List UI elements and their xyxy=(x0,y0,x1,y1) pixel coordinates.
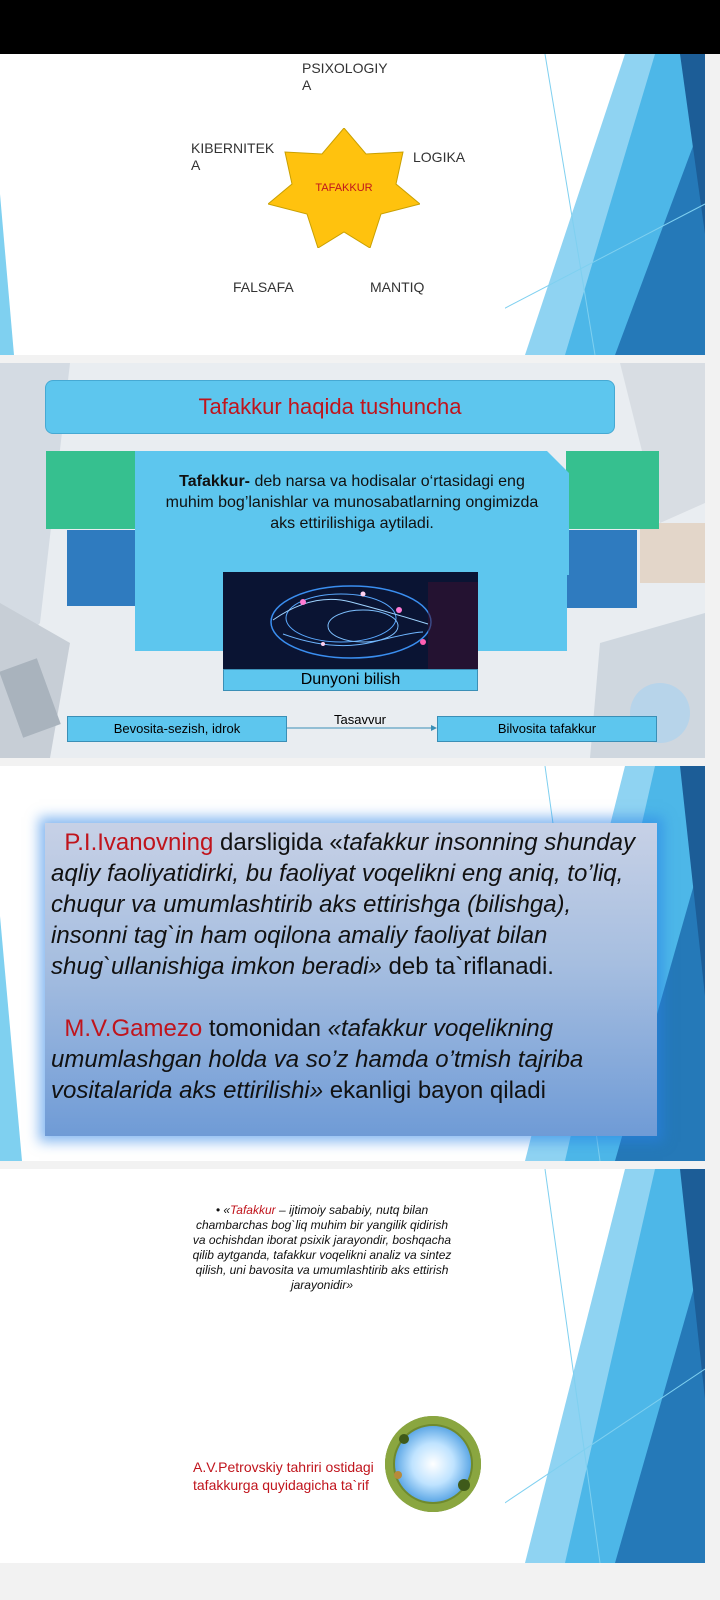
slide-1[interactable] xyxy=(0,54,705,355)
light-block-right xyxy=(477,573,567,651)
quote-ivanov-text: tafakkur insonning shunday aqliy faoliyatidirki, bu faoliyat voqelikni eng aniq, to’liq, chuqur va umumlashtirib aks ettirishga (bilishga), insonni tag`in ham oqilona amaliy faoliyat bilan shug`ullanishiga imkon beradi» xyxy=(51,829,635,980)
quote-gamezo-intro: tomonidan xyxy=(202,1015,328,1042)
quote-ivanov xyxy=(51,827,651,982)
slide-4[interactable] xyxy=(0,1169,705,1563)
label-psixologiya: PSIXOLOGIY A xyxy=(302,60,388,93)
author-petrovskiy: A.V.Petrovskiy tahriri ostidagi tafakkurga quyidagicha ta`rif xyxy=(193,1459,374,1493)
star-center-label: TAFAKKUR xyxy=(315,182,373,194)
top-black-bar xyxy=(0,0,720,54)
right-triangle-decoration xyxy=(505,54,705,355)
definition-text xyxy=(156,471,548,534)
left-decoration xyxy=(0,766,30,1161)
box-bevosita: Bevosita-sezish, idrok xyxy=(67,716,287,742)
definition-term: Tafakkur- xyxy=(179,473,250,490)
definition-quote xyxy=(188,1203,456,1293)
slide-3[interactable] xyxy=(0,766,705,1161)
slide-2[interactable] xyxy=(0,363,705,758)
box-bilvosita: Bilvosita tafakkur xyxy=(437,716,657,742)
label-mantiq: MANTIQ xyxy=(370,279,425,295)
term-tafakkur: Tafakkur xyxy=(230,1203,276,1217)
tafakkur-star xyxy=(268,128,420,248)
bullet-mark: • « xyxy=(215,1203,231,1217)
label-logika: LOGIKA xyxy=(413,149,466,165)
quote-ivanov-outro: deb ta`riflanadi. xyxy=(381,953,554,980)
image-caption: Dunyoni bilish xyxy=(223,669,478,691)
brain-network-graphic xyxy=(223,572,478,669)
green-block-left xyxy=(46,451,140,529)
right-triangle-decoration xyxy=(505,1169,705,1563)
arrow-right-icon xyxy=(287,723,437,733)
left-decoration xyxy=(0,54,30,355)
arrow-label-tasavvur: Tasavvur xyxy=(333,712,387,727)
author-gamezo: M.V.Gamezo xyxy=(64,1015,203,1042)
quote-gamezo xyxy=(51,1013,651,1106)
label-kibernitika: KIBERNITEK A xyxy=(191,140,275,173)
slide2-title: Tafakkur haqida tushuncha xyxy=(45,380,615,434)
globe-image xyxy=(384,1415,482,1513)
author-ivanov: P.I.Ivanovning xyxy=(64,829,214,856)
quote-gamezo-text: «tafakkur voqelikning umumlashgan holda va so’z hamda o’tmish tajriba vositalarida aks ettirilishi» xyxy=(51,1015,584,1104)
light-block-left xyxy=(135,573,225,651)
definition-body: – ijtimoiy sababiy, nutq bilan chambarchas bog`liq muhim bir yangilik qidirish va ochishdan iborat psixik jarayondir, boshqacha qilib aytganda, tafakkur voqelikni analiz va sintez qilish, uni bavosita va umumlashtirib aks ettirish jarayonidir» xyxy=(192,1203,452,1292)
definition-body: deb narsa va hodisalar o‘rtasidagi eng muhim bog’lanishlar va munosabatlarning ongimizda aks ettirilishiga aytiladi. xyxy=(165,473,539,532)
label-falsafa: FALSAFA xyxy=(233,279,294,295)
quote-box xyxy=(45,823,657,1136)
brain-image xyxy=(223,572,478,669)
green-block-right xyxy=(566,451,659,529)
quote-gamezo-outro: ekanligi bayon qiladi xyxy=(323,1077,546,1104)
quote-ivanov-intro: darsligida « xyxy=(213,829,343,856)
